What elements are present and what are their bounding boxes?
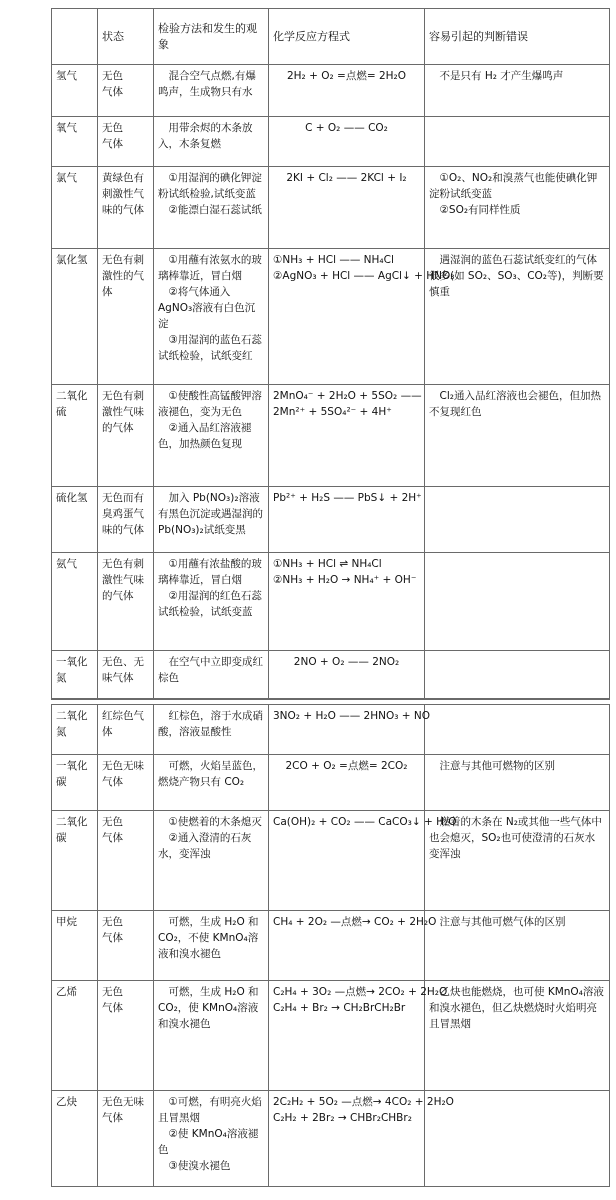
gas-error-note-line: 遇湿润的蓝色石蕊试纸变红的气体很多(如 SO₂、SO₃、CO₂等)，判断要慎重	[429, 254, 604, 298]
table-header-row	[52, 9, 610, 65]
gas-state-line: 无色、无味气体	[102, 656, 144, 684]
header-cell: 化学反应方程式	[269, 9, 425, 65]
gas-error-note-cell	[425, 810, 610, 910]
gas-method-line: ②能漂白湿石蕊试纸	[168, 204, 262, 216]
gas-method-line: ①可燃，有明亮火焰且冒黑烟	[158, 1095, 262, 1124]
gas-method-cell	[154, 117, 269, 167]
gas-name-cell: 二氧化碳	[52, 810, 98, 910]
gas-state-line: 无色	[102, 915, 123, 928]
gas-equation-line: C₂H₂ + 2Br₂ → CHBr₂CHBr₂	[273, 1111, 412, 1124]
gas-state-cell	[98, 651, 154, 699]
gas-equation-line: C₂H₄ + Br₂ → CH₂BrCH₂Br	[273, 1001, 406, 1014]
gas-state-line: 气体	[102, 931, 123, 944]
gas-equation-cell	[269, 487, 425, 553]
gas-error-note-line: 注意与其他可燃物的区别	[439, 759, 555, 772]
gas-equation-cell	[269, 249, 455, 385]
gas-error-note-cell	[425, 651, 610, 699]
gas-state-line: 气体	[102, 138, 123, 150]
gas-state-line: 无色	[102, 985, 123, 998]
gas-error-note-cell	[425, 249, 610, 385]
header-cell: 检验方法和发生的观象	[154, 9, 269, 65]
gas-state-cell	[98, 1090, 154, 1186]
gas-equation-cell	[269, 117, 425, 167]
gas-method-cell	[154, 980, 269, 1090]
gas-state-line: 气体	[102, 86, 123, 98]
gas-state-line: 气体	[102, 831, 123, 844]
gas-state-cell	[98, 249, 154, 385]
gas-name-cell: 甲烷	[52, 910, 98, 980]
gas-method-line: ②将气体通入 AgNO₃溶液有白色沉淀	[158, 286, 256, 330]
gas-error-note-line: 不是只有 H₂ 才产生爆鸣声	[439, 70, 564, 82]
gas-method-cell	[154, 1090, 269, 1186]
gas-name-cell: 一氧化氮	[52, 651, 98, 699]
gas-method-line: ②使 KMnO₄溶液褪色	[158, 1127, 259, 1156]
gas-error-note-cell	[425, 980, 610, 1090]
gas-equation-line: 2H₂ + O₂ =点燃= 2H₂O	[286, 70, 407, 82]
gas-equation-line: C + O₂ —— CO₂	[305, 122, 388, 134]
gas-method-cell	[154, 167, 269, 249]
gas-state-line: 无色	[102, 122, 123, 134]
header-cell: 状态	[98, 9, 154, 65]
gas-equation-cell	[269, 1090, 454, 1186]
gas-error-note-cell	[425, 65, 610, 117]
gas-error-note-line: ①O₂、NO₂和溴蒸气也能使碘化钾淀粉试纸变蓝	[429, 172, 598, 200]
gas-equation-cell	[269, 910, 437, 980]
gas-method-line: ①用蘸有浓氨水的玻璃棒靠近，冒白烟	[158, 254, 262, 282]
gas-equation-cell	[269, 651, 425, 699]
gas-equation-line: 3NO₂ + H₂O —— 2HNO₃ + NO	[273, 709, 431, 722]
gas-error-note-line: ②SO₂有同样性质	[439, 204, 521, 216]
gas-name-cell: 二氧化硫	[52, 385, 98, 487]
gas-name-cell: 氯化氢	[52, 249, 98, 385]
gas-method-line: ②用湿润的红色石蕊试纸检验，试纸变蓝	[158, 590, 262, 618]
gas-method-cell	[154, 651, 269, 699]
gas-method-line: ③用湿润的蓝色石蕊试纸检验，试纸变红	[158, 334, 262, 362]
gas-method-line: 在空气中立即变成红棕色	[158, 656, 263, 684]
gas-name-cell: 一氧化碳	[52, 754, 98, 810]
gas-method-cell	[154, 65, 269, 117]
gas-method-line: 加入 Pb(NO₃)₂溶液有黑色沉淀或遇湿润的 Pb(NO₃)₂试纸变黑	[158, 492, 263, 536]
table-row	[52, 385, 610, 487]
gas-state-cell	[98, 65, 154, 117]
gas-method-cell	[154, 487, 269, 553]
gas-method-line: ①使燃着的木条熄灭	[168, 815, 262, 828]
gas-state-line: 气体	[102, 1001, 123, 1014]
gas-equation-line: 2C₂H₂ + 5O₂ —点燃→ 4CO₂ + 2H₂O	[273, 1095, 454, 1108]
gas-equation-cell	[269, 553, 425, 651]
gas-error-note-line: 乙炔也能燃烧，也可使 KMnO₄溶液和溴水褪色，但乙炔燃烧时火焰明亮且冒黑烟	[429, 985, 604, 1030]
gas-name-cell: 二氧化氮	[52, 704, 98, 754]
gas-state-cell	[98, 910, 154, 980]
table-row	[52, 651, 610, 699]
gas-method-line: 可燃，火焰呈蓝色，燃烧产物只有 CO₂	[158, 759, 263, 788]
gas-error-note-cell	[425, 754, 610, 810]
gas-state-line: 无色	[102, 815, 123, 828]
gas-state-cell	[98, 810, 154, 910]
gas-method-cell	[154, 810, 269, 910]
gas-equation-cell	[269, 167, 425, 249]
gas-state-line: 无色	[102, 70, 123, 82]
gas-error-note-cell	[425, 553, 610, 651]
gas-name-cell: 氢气	[52, 65, 98, 117]
table-row	[52, 117, 610, 167]
table-row	[52, 249, 610, 385]
header-cell	[52, 9, 98, 65]
gas-state-line: 无色无味气体	[102, 1095, 144, 1124]
table-row	[52, 487, 610, 553]
gas-equation-cell	[269, 65, 425, 117]
gas-error-note-cell	[425, 385, 610, 487]
gas-name-cell: 硫化氢	[52, 487, 98, 553]
gas-state-line: 无色无味气体	[102, 759, 144, 788]
gas-state-cell	[98, 167, 154, 249]
gas-state-cell	[98, 704, 154, 754]
gas-method-line: 用带余烬的木条放入，木条复燃	[158, 122, 253, 150]
gas-error-note-line: Cl₂通入品红溶液也会褪色，但加热不复现红色	[429, 390, 601, 418]
gas-method-line: ②通入澄清的石灰水，变浑浊	[158, 831, 252, 860]
gas-method-line: ①用湿润的碘化钾淀粉试纸检验,试纸变蓝	[158, 172, 262, 200]
gas-state-cell	[98, 385, 154, 487]
gas-method-line: 红棕色，溶于水成硝酸，溶液显酸性	[158, 709, 263, 738]
table-row	[52, 910, 610, 980]
gas-state-line: 无色有刺激性的气体	[102, 254, 144, 298]
gas-state-line: 红综色气体	[102, 709, 144, 738]
gas-equation-line: C₂H₄ + 3O₂ —点燃→ 2CO₂ + 2H₂O	[273, 985, 448, 998]
gas-equation-line: Ca(OH)₂ + CO₂ —— CaCO₃↓ + H₂O	[273, 815, 457, 828]
gas-method-line: 混合空气点燃,有爆鸣声，生成物只有水	[158, 70, 256, 98]
gas-method-cell	[154, 910, 269, 980]
gas-error-note-cell	[425, 704, 610, 754]
gas-error-note-line: 燃着的木条在 N₂或其他一些气体中也会熄灭，SO₂也可使澄清的石灰水变浑浊	[429, 815, 602, 860]
gas-state-line: 无色而有臭鸡蛋气味的气体	[102, 492, 144, 536]
gas-equation-cell	[269, 810, 457, 910]
gas-name-cell: 氯气	[52, 167, 98, 249]
gas-equation-line: ②AgNO₃ + HCl —— AgCl↓ + HNO₃	[273, 270, 455, 282]
table-body-lower	[52, 704, 610, 1186]
gas-method-cell	[154, 553, 269, 651]
gas-name-cell: 氧气	[52, 117, 98, 167]
gas-method-line: 可燃，生成 H₂O 和 CO₂，不使 KMnO₄溶液和溴水褪色	[158, 915, 259, 960]
gas-equation-line: ①NH₃ + HCl ⇌ NH₄Cl	[273, 558, 382, 570]
gas-equation-line: 2MnO₄⁻ + 2H₂O + 5SO₂ ——	[273, 390, 422, 402]
gas-method-line: ①使酸性高锰酸钾溶液褪色，变为无色	[158, 390, 262, 418]
gas-state-line: 黄绿色有刺激性气味的气体	[102, 172, 144, 216]
gas-method-cell	[154, 704, 269, 754]
gas-state-cell	[98, 487, 154, 553]
gas-equation-cell	[269, 385, 425, 487]
gas-equation-cell	[269, 980, 448, 1090]
header-cell: 容易引起的判断错误	[425, 9, 610, 65]
gas-error-note-cell	[425, 910, 610, 980]
gas-name-cell: 乙炔	[52, 1090, 98, 1186]
gas-equation-line: 2NO + O₂ —— 2NO₂	[293, 656, 400, 668]
gas-method-line: ①用蘸有浓盐酸的玻璃棒靠近，冒白烟	[158, 558, 262, 586]
table-row	[52, 704, 610, 754]
table-row	[52, 553, 610, 651]
gas-state-cell	[98, 553, 154, 651]
gas-equation-cell	[269, 754, 425, 810]
gas-name-cell: 氨气	[52, 553, 98, 651]
gas-equation-cell	[269, 704, 431, 754]
gas-name-cell: 乙烯	[52, 980, 98, 1090]
table-row	[52, 1090, 610, 1186]
gas-error-note-line: 注意与其他可燃气体的区别	[439, 915, 566, 928]
table-row	[52, 754, 610, 810]
gas-state-cell	[98, 980, 154, 1090]
table-body-upper	[52, 65, 610, 699]
table-row	[52, 810, 610, 910]
gas-state-line: 无色有刺激性气味的气体	[102, 558, 144, 602]
gas-equation-line: 2Mn²⁺ + 5SO₄²⁻ + 4H⁺	[273, 406, 392, 418]
table-row	[52, 167, 610, 249]
gas-equation-line: ①NH₃ + HCl —— NH₄Cl	[273, 254, 394, 266]
gas-error-note-cell	[425, 487, 610, 553]
gas-state-cell	[98, 754, 154, 810]
gas-method-cell	[154, 385, 269, 487]
gas-method-line: ③使溴水褪色	[168, 1159, 231, 1172]
gas-method-cell	[154, 249, 269, 385]
gas-equation-line: 2CO + O₂ =点燃= 2CO₂	[285, 759, 408, 772]
gas-state-line: 无色有刺激性气味的气体	[102, 390, 144, 434]
gas-error-note-cell	[425, 117, 610, 167]
gas-equation-line: ②NH₃ + H₂O → NH₄⁺ + OH⁻	[273, 574, 417, 586]
gas-equation-line: CH₄ + 2O₂ —点燃→ CO₂ + 2H₂O	[273, 915, 437, 928]
gas-method-cell	[154, 754, 269, 810]
gas-state-cell	[98, 117, 154, 167]
gas-equation-line: Pb²⁺ + H₂S —— PbS↓ + 2H⁺	[273, 492, 422, 504]
gas-method-line: 可燃，生成 H₂O 和 CO₂，使 KMnO₄溶液和溴水褪色	[158, 985, 259, 1030]
table-row	[52, 980, 610, 1090]
gas-method-line: ②通入品红溶液褪色，加热颜色复现	[158, 422, 252, 450]
gas-detection-table	[51, 8, 610, 1187]
table-row	[52, 65, 610, 117]
gas-error-note-cell	[425, 167, 610, 249]
gas-equation-line: 2KI + Cl₂ —— 2KCl + I₂	[286, 172, 407, 184]
